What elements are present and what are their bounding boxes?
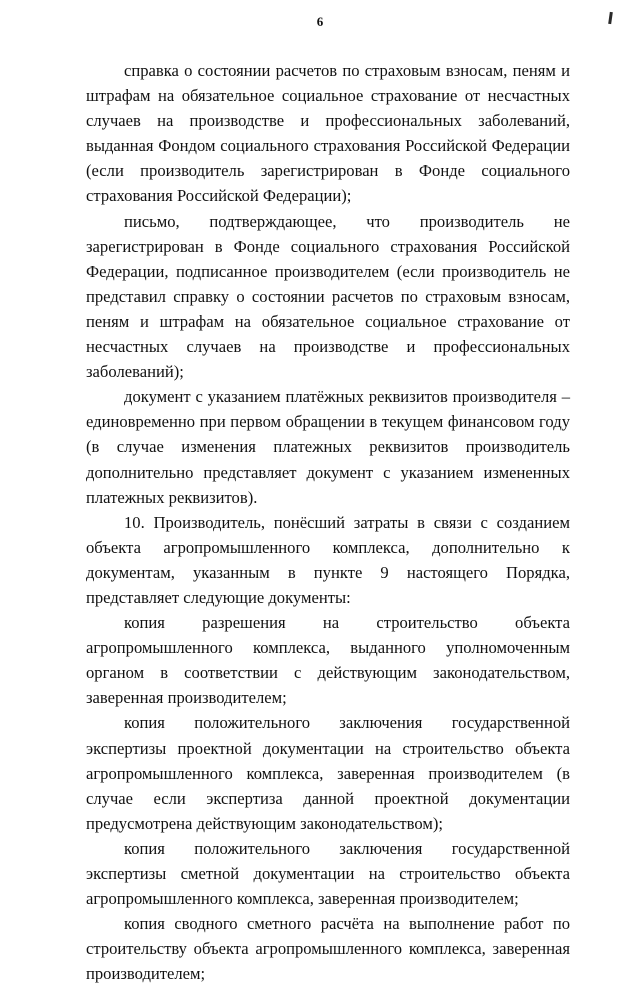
paragraph-item-10: 10. Производитель, понёсший затраты в связи с созданием объекта агропромышленного комплекса, дополнительно к документам, указанным в пункте 9 настоящего Порядка, представляет следующие документы: xyxy=(86,512,570,607)
document-body xyxy=(86,58,570,986)
page-number: 6 xyxy=(316,14,324,29)
paragraph-estimate-expertise: копия положительного заключения государственной экспертизы сметной документации на строительство объекта агропромышленного комплекса, заверенная производителем; xyxy=(86,838,570,909)
paragraph-summary-estimate: копия сводного сметного расчёта на выполнение работ по строительству объекта агропромышленного комплекса, заверенная производителем; xyxy=(86,914,570,984)
paragraph-payment-details: документ с указанием платёжных реквизитов производителя – единовременно при первом обращении в текущем финансовом году (в случае изменения платежных реквизитов производитель дополнительно представляет документ с указанием измененных платежных реквизитов). xyxy=(86,387,570,507)
paragraph-insurance-certificate: справка о состоянии расчетов по страховым взносам, пеням и штрафам на обязательное социальное страхование от несчастных случаев на производстве и профессиональных заболеваний, выданная Фондом социального страхования Российской Федерации (если производитель зарегистрирован в Фонде социального страхования Российской Федерации); xyxy=(86,61,570,206)
paragraph-construction-permit: копия разрешения на строительство объекта агропромышленного комплекса, выданного уполномоченным органом в соответствии с действующим законодательством, заверенная производителем; xyxy=(86,613,570,708)
paragraph-non-registration-letter: письмо, подтверждающее, что производитель не зарегистрирован в Фонде социального страхования Российской Федерации, подписанное производителем (если производитель не представил справку о состоянии расчетов по страховым взносам, пеням и штрафам на обязательное социальное страхование от несчастных случаев на производстве и профессиональных заболеваний); xyxy=(86,211,570,382)
paragraph-project-expertise: копия положительного заключения государственной экспертизы проектной документации на строительство объекта агропромышленного комплекса, заверенная производителем (в случае если экспертиза данной проектной документации предусмотрена действующим законодательством); xyxy=(86,713,570,833)
